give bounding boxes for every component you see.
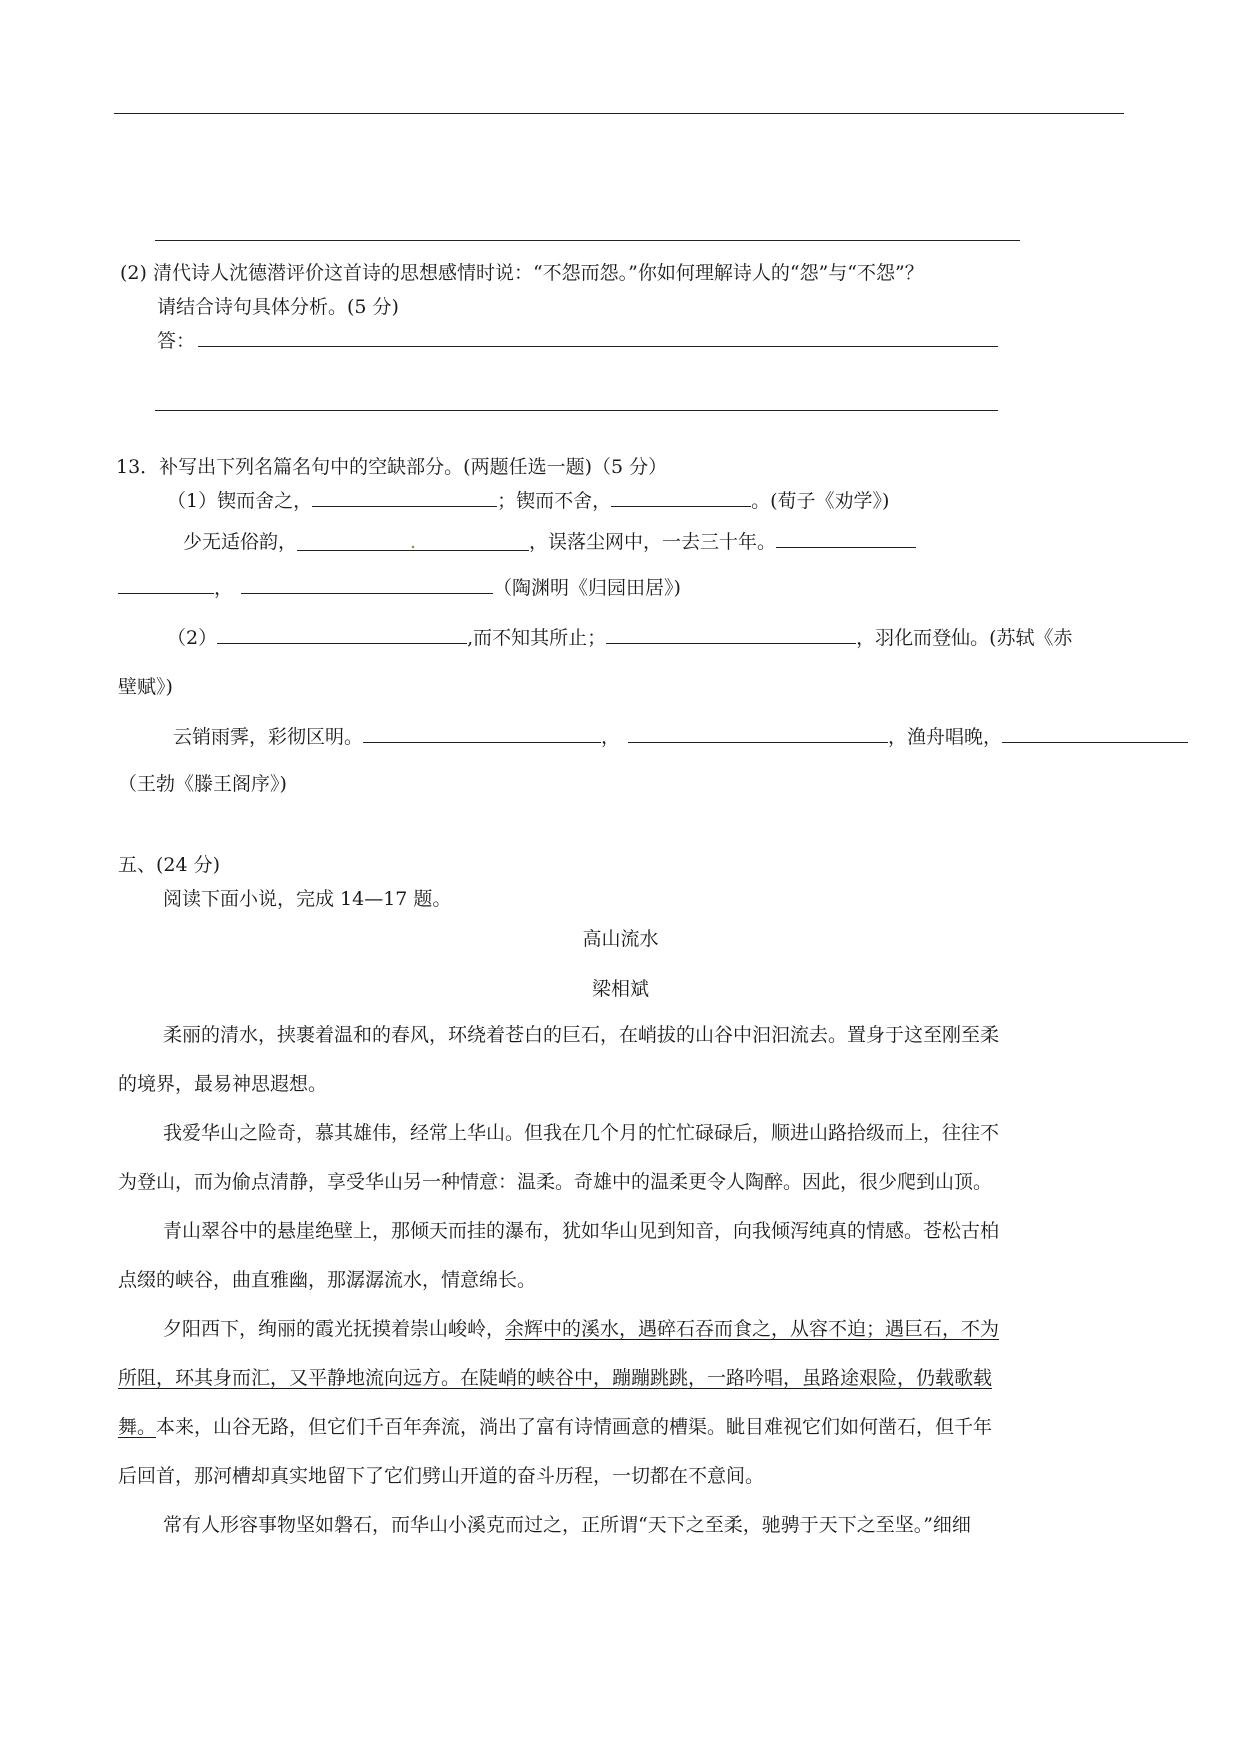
- stray-dot: .: [409, 531, 417, 553]
- header-rule: [114, 113, 1124, 114]
- item-text: （2）: [167, 627, 218, 649]
- paragraph-line: 青山翠谷中的悬崖绝壁上，那倾天而挂的瀑布，犹如华山见到知音，向我倾泻纯真的情感。苍松古柏: [163, 1220, 1000, 1242]
- answer-label: 答：: [157, 330, 196, 352]
- question-12-2-line1: (2) 清代诗人沈德潜评价这首诗的思想感情时说：“不怨而怨。”你如何理解诗人的“怨”与“不怨”？: [120, 262, 924, 284]
- question-13-item1-line2: [183, 527, 916, 554]
- story-title: 高山流水: [582, 928, 659, 950]
- paragraph-line: [118, 1412, 992, 1439]
- question-13-item2: [167, 623, 1073, 650]
- paragraph-line: 我爱华山之险奇，慕其雄伟，经常上华山。但我在几个月的忙忙碌碌后，顺进山路拾级而上，往往不: [163, 1122, 1000, 1144]
- question-12-2-line2: 请结合诗句具体分析。(5 分): [157, 296, 399, 318]
- fill-blank[interactable]: [297, 531, 529, 551]
- underlined-text: 舞。: [118, 1416, 157, 1438]
- item-text: （1）锲而舍之，: [167, 490, 313, 512]
- item-text: ，羽化而登仙。(苏轼《赤: [856, 627, 1073, 649]
- paragraph-line: 柔丽的清水，挟裹着温和的春风，环绕着苍白的巨石，在峭拔的山谷中汩汩流去。置身于这至刚至柔: [163, 1024, 1000, 1046]
- item-text: 。(荀子《劝学》): [751, 490, 890, 512]
- underlined-text: 所阻，环其身而汇，又平静地流向远方。在陡峭的峡谷中，蹦蹦跳跳，一路吟唱，虽路途艰险，仍载歌载: [118, 1367, 993, 1389]
- underlined-text: 余辉中的溪水，遇碎石吞而食之，从容不迫；遇巨石，不为: [505, 1318, 1000, 1340]
- plain-text: 本来，山谷无路，但它们千百年奔流，淌出了富有诗情画意的槽渠。眦目难视它们如何凿石，但千年: [156, 1416, 993, 1438]
- question-13-item2-source: （王勃《滕王阁序》): [118, 773, 287, 795]
- question-13-item1-line3: [118, 573, 681, 600]
- section-heading: 五、(24 分): [118, 854, 221, 876]
- fill-blank[interactable]: [1002, 723, 1188, 743]
- item-text: ，误落尘网中，一去三十年。: [529, 531, 777, 553]
- question-13-item2-line2: [173, 722, 1188, 749]
- question-13-item2-cont: 壁赋》): [118, 676, 173, 698]
- fill-blank[interactable]: [217, 624, 467, 644]
- answer-line[interactable]: [155, 410, 998, 411]
- fill-blank[interactable]: [118, 574, 214, 594]
- question-13-item1: [167, 486, 889, 513]
- paragraph-line: [163, 1314, 999, 1341]
- fill-blank[interactable]: [611, 487, 751, 507]
- fill-blank[interactable]: [628, 723, 888, 743]
- paragraph-line: 后回首，那河槽却真实地留下了它们劈山开道的奋斗历程，一切都在不意间。: [118, 1465, 765, 1487]
- paragraph-line: 点缀的峡谷，曲直雅幽，那潺潺流水，情意绵长。: [118, 1269, 537, 1291]
- section-instruction: 阅读下面小说，完成 14—17 题。: [163, 888, 452, 910]
- item-text: ，: [214, 577, 234, 599]
- item-text: 云销雨霁，彩彻区明。: [173, 726, 364, 748]
- fill-blank[interactable]: [776, 528, 916, 548]
- plain-text: 夕阳西下，绚丽的霞光抚摸着崇山峻岭，: [163, 1318, 506, 1340]
- story-author: 梁相斌: [591, 978, 649, 1000]
- answer-line[interactable]: [198, 346, 998, 347]
- fill-blank[interactable]: [312, 487, 497, 507]
- paragraph-line: 常有人形容事物坚如磐石，而华山小溪克而过之，正所谓“天下之至柔，驰骋于天下之至坚。”细细: [163, 1514, 971, 1536]
- paragraph-line: 的境界，最易神思遐想。: [118, 1073, 328, 1095]
- item-text: ,而不知其所止；: [467, 627, 607, 649]
- question-13-heading: 13．补写出下列名篇名句中的空缺部分。(两题任选一题)（5 分）: [116, 456, 668, 478]
- item-text: （陶渊明《归园田居》): [493, 577, 681, 599]
- fill-blank[interactable]: [241, 574, 493, 594]
- item-text: 少无适俗韵，: [183, 531, 298, 553]
- paragraph-line: 为登山，而为偷点清静，享受华山另一种情意：温柔。奇雄中的温柔更令人陶醉。因此，很少爬到山顶。: [118, 1171, 993, 1193]
- fill-blank[interactable]: [606, 624, 856, 644]
- answer-line: [155, 240, 1020, 241]
- fill-blank[interactable]: [363, 723, 601, 743]
- item-text: ，: [601, 726, 621, 748]
- item-text: ，渔舟唱晚，: [888, 726, 1003, 748]
- item-text: ；锲而不舍，: [497, 490, 612, 512]
